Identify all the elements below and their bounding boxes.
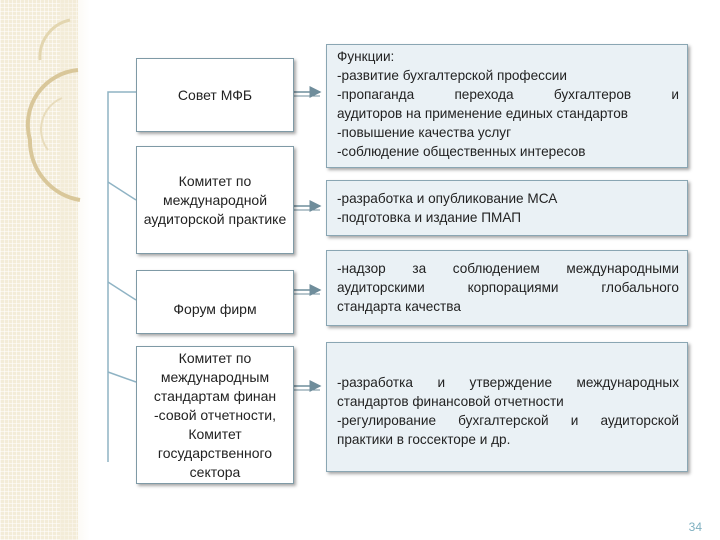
functions-line-5: -повышение качества услуг	[337, 125, 512, 140]
functions-line-4: аудиторов на применение единых стандартов	[337, 106, 628, 121]
functions-line-3: -пропаганда перехода бухгалтеров и	[337, 87, 679, 102]
bracket-tick-2	[108, 282, 136, 300]
isa-line-2: -подготовка и издание ПМАП	[337, 210, 522, 225]
box-iapc	[136, 146, 294, 254]
box-ifrs-committee	[136, 346, 294, 484]
ifrs-line-4: практики в госсекторе и др.	[337, 432, 511, 447]
box-functions	[326, 44, 688, 168]
box-forum-of-firms-label: Форум фирм	[173, 301, 257, 317]
box-ifrs-committee-label: Комитет по международным стандартам финан -совой отчетности, Комитет государственного сектора	[153, 349, 277, 480]
box-ifrs	[326, 342, 688, 472]
bracket-tick-1	[108, 182, 136, 200]
page-number: 34	[688, 520, 702, 534]
oversight-line-1: -надзор за соблюдением международными	[337, 261, 679, 276]
left-bracket	[108, 92, 136, 462]
ifrs-line-3: -регулирование бухгалтерской и аудиторской	[337, 413, 679, 428]
oversight-line-2: аудиторскими корпорациями глобального	[337, 280, 679, 295]
ifrs-line-1: -разработка и утверждение международных	[337, 375, 679, 390]
functions-line-1: Функции:	[337, 49, 395, 64]
oversight-line-3: стандарта качества	[337, 299, 461, 314]
functions-line-6: -соблюдение общественных интересов	[337, 144, 586, 159]
box-council-ifac-label: Совет МФБ	[177, 86, 253, 103]
bracket-tick-3	[108, 372, 136, 382]
isa-line-1: -разработка и опубликование МСА	[337, 191, 558, 206]
box-isa	[326, 180, 688, 236]
box-forum-of-firms	[136, 270, 294, 334]
functions-line-2: -развитие бухгалтерской профессии	[337, 68, 567, 83]
ifrs-line-2: стандартов финансовой отчетности	[337, 394, 564, 409]
box-council-ifac	[136, 58, 294, 132]
box-quality-oversight	[326, 250, 688, 326]
box-iapc-label: Комитет по международной аудиторской практике	[143, 172, 287, 227]
